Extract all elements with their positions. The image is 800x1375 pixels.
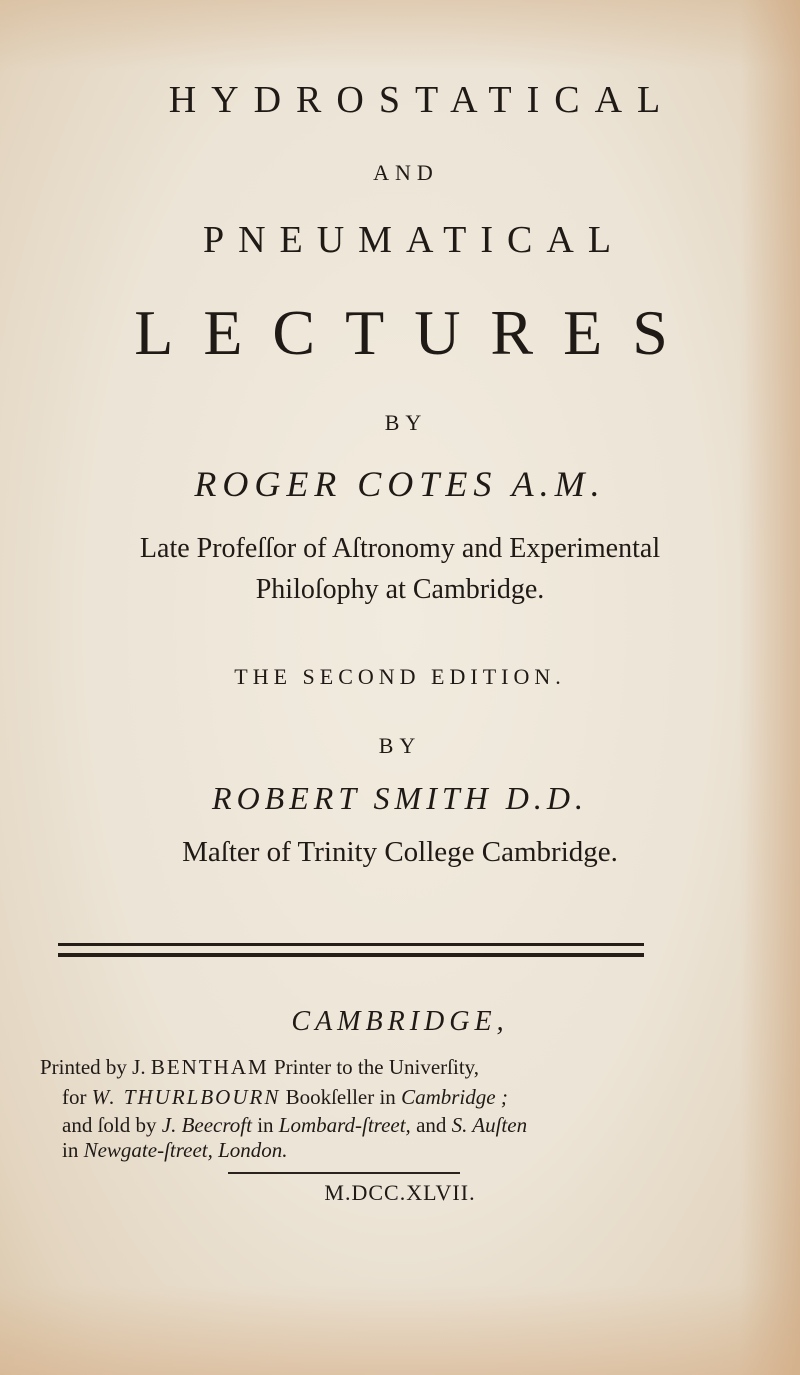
editor-by: BY xyxy=(378,733,422,758)
imprint-and: and xyxy=(416,1113,447,1137)
imprint-printed-by: Printed by J. xyxy=(40,1055,146,1079)
imprint-sold-by: and ſold by xyxy=(62,1113,157,1137)
imprint-newgate-street: Newgate-ſtreet, xyxy=(83,1138,213,1162)
imprint-bookseller-city: Cambridge ; xyxy=(401,1085,508,1109)
paper-stain-bottom xyxy=(0,1285,800,1375)
editor-name: ROBERT SMITH D.D. xyxy=(212,780,588,816)
imprint-lombard-street: Lombard-ſtreet, xyxy=(278,1113,411,1137)
imprint-line4 xyxy=(62,1137,682,1163)
author-by: BY xyxy=(384,410,428,435)
title-line-hydrostatical: HYDROSTATICAL xyxy=(168,79,676,121)
imprint-in-2: in xyxy=(62,1138,79,1162)
title-line-pneumatical: PNEUMATICAL xyxy=(202,219,626,261)
double-rule-top xyxy=(58,943,644,946)
imprint-line3 xyxy=(62,1112,682,1138)
author-description-line2: Philoſophy at Cambridge. xyxy=(255,574,545,605)
edition-label: THE SECOND EDITION. xyxy=(234,664,566,689)
author-description-line1: Late Profeſſor of Aſtronomy and Experimental xyxy=(139,533,661,564)
imprint-bookseller-name: W. THURLBOURN xyxy=(91,1085,281,1109)
imprint-city: CAMBRIDGE, xyxy=(291,1006,509,1037)
imprint-london: London. xyxy=(218,1138,288,1162)
year-rule xyxy=(228,1172,460,1174)
imprint-seller-beecroft: J. Beecroft xyxy=(161,1113,252,1137)
imprint-for: for xyxy=(62,1085,87,1109)
imprint-printer-role: Printer to the Univerſity, xyxy=(273,1055,480,1079)
imprint-seller-austen: S. Auſten xyxy=(451,1113,528,1137)
imprint-year: M.DCC.XLVII. xyxy=(324,1180,476,1205)
imprint-in: in xyxy=(257,1113,274,1137)
imprint-line1 xyxy=(40,1054,660,1080)
imprint-line2 xyxy=(62,1084,682,1110)
double-rule-bottom xyxy=(58,953,644,957)
title-line-and: AND xyxy=(373,160,439,185)
author-name: ROGER COTES A.M. xyxy=(194,464,606,504)
imprint-bookseller-role: Bookſeller in xyxy=(285,1085,396,1109)
paper-stain-top xyxy=(0,0,800,70)
title-line-lectures: LECTURES xyxy=(134,297,698,368)
imprint-printer-name: BENTHAM xyxy=(150,1055,269,1079)
editor-description: Maſter of Trinity College Cambridge. xyxy=(182,836,618,868)
